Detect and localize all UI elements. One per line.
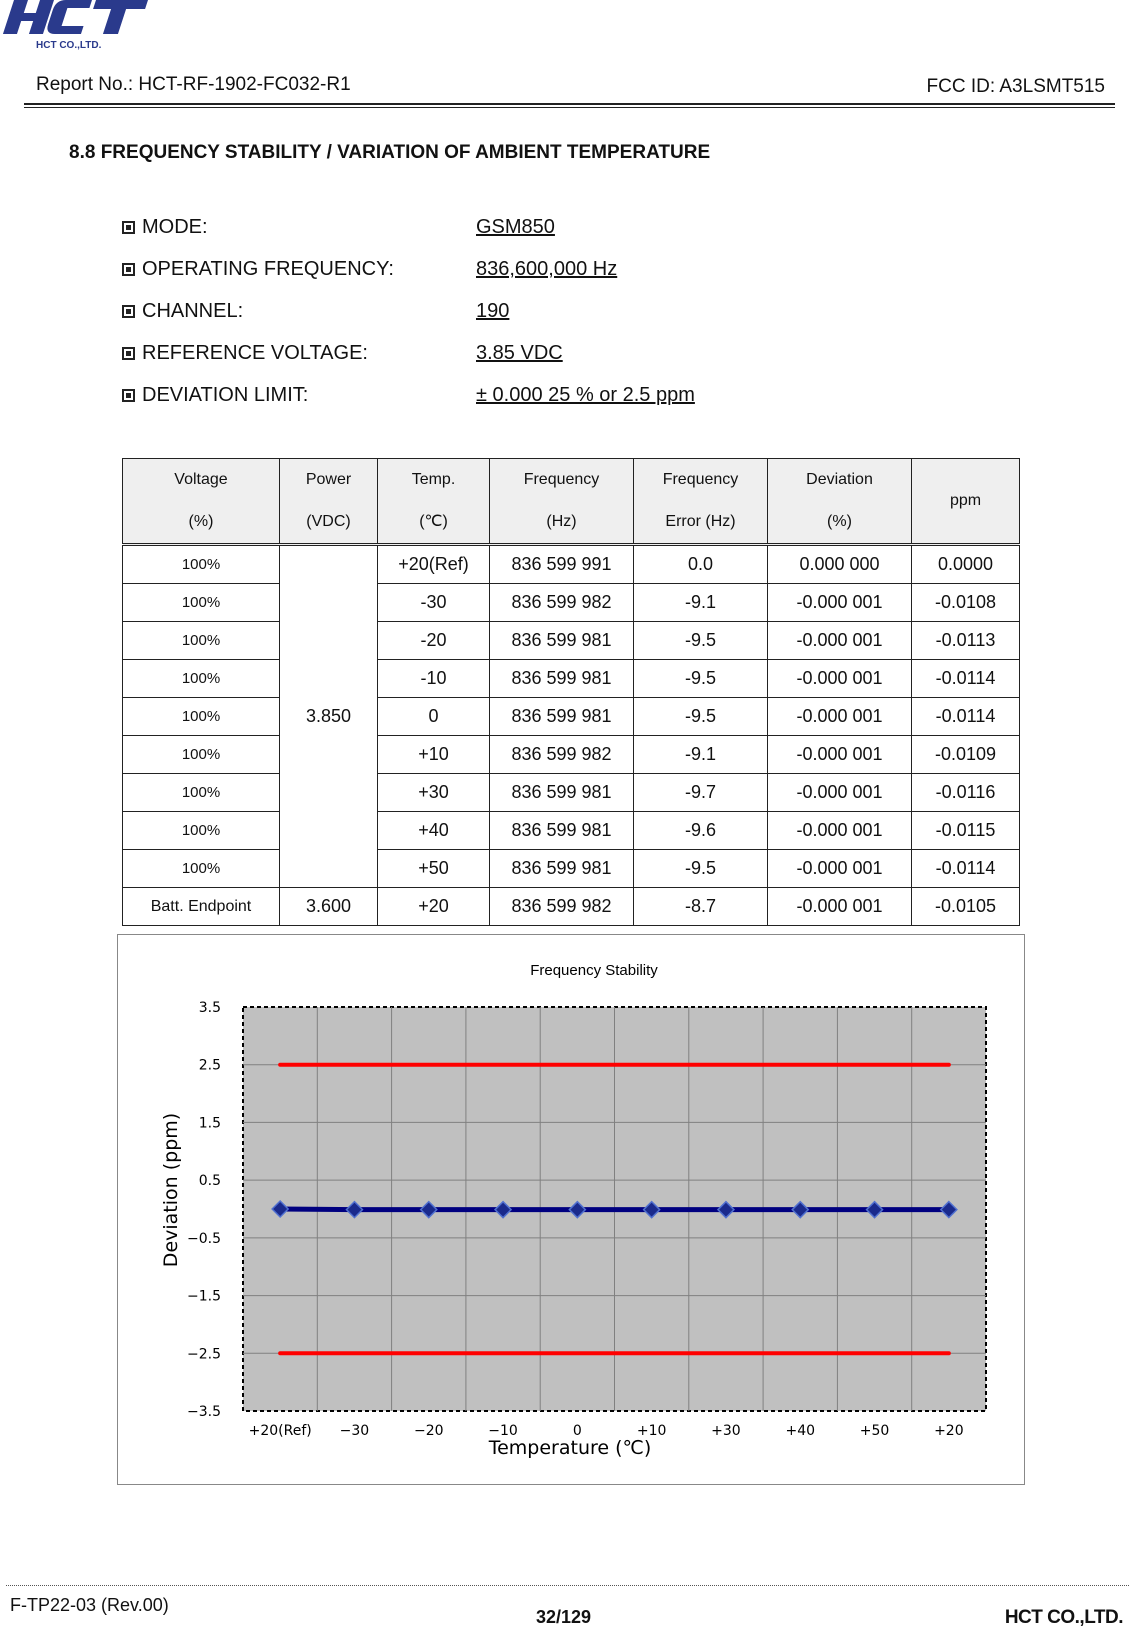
x-tick-label: +20(Ref) bbox=[248, 1423, 312, 1439]
column-header: Temp. (℃) bbox=[378, 459, 490, 545]
y-tick-label: 0.5 bbox=[198, 1173, 221, 1190]
column-header: Power (VDC) bbox=[280, 459, 378, 545]
checkbox-bullet-icon bbox=[122, 389, 135, 402]
param-row-mode bbox=[122, 216, 822, 258]
x-tick-label: −10 bbox=[488, 1423, 518, 1439]
form-number: F-TP22-03 (Rev.00) bbox=[10, 1595, 169, 1615]
table-row: 100% -30 836 599 982 -9.1 -0.000 001 -0.0108 bbox=[123, 584, 1020, 622]
param-value: 190 bbox=[476, 300, 510, 322]
frequency-stability-table bbox=[122, 458, 1020, 926]
hct-logo bbox=[0, 0, 160, 55]
footer-divider bbox=[6, 1585, 1129, 1586]
column-header: Deviation (%) bbox=[768, 459, 912, 545]
checkbox-bullet-icon bbox=[122, 347, 135, 360]
x-tick-label: +20 bbox=[934, 1423, 964, 1439]
y-tick-labels bbox=[187, 1000, 221, 1420]
x-axis-label: Temperature (℃) bbox=[488, 1437, 652, 1459]
table-row: 100% +10 836 599 982 -9.1 -0.000 001 -0.0109 bbox=[123, 736, 1020, 774]
x-tick-label: +30 bbox=[711, 1423, 741, 1439]
x-tick-label: −30 bbox=[339, 1423, 370, 1439]
x-tick-label: +10 bbox=[636, 1423, 667, 1439]
y-tick-label: −3.5 bbox=[187, 1404, 221, 1420]
column-header: Frequency (Hz) bbox=[490, 459, 634, 545]
chart-title: Frequency Stability bbox=[530, 962, 658, 979]
header-divider bbox=[24, 103, 1115, 105]
report-number: Report No.: HCT-RF-1902-FC032-R1 bbox=[36, 74, 351, 95]
checkbox-bullet-icon bbox=[122, 221, 135, 234]
y-tick-label: −1.5 bbox=[187, 1288, 221, 1305]
table-row: 100% +30 836 599 981 -9.7 -0.000 001 -0.0116 bbox=[123, 774, 1020, 812]
param-value: 836,600,000 Hz bbox=[476, 258, 618, 280]
checkbox-bullet-icon bbox=[122, 305, 135, 318]
deviation-series-line bbox=[280, 1209, 949, 1210]
param-value: GSM850 bbox=[476, 216, 555, 238]
param-label: CHANNEL: bbox=[142, 300, 244, 322]
column-header: Voltage (%) bbox=[123, 459, 280, 545]
table-row: 100% -10 836 599 981 -9.5 -0.000 001 -0.0114 bbox=[123, 660, 1020, 698]
y-tick-label: 1.5 bbox=[198, 1115, 221, 1132]
param-value: 3.85 VDC bbox=[476, 342, 563, 364]
x-tick-label: +50 bbox=[859, 1423, 890, 1439]
param-label: DEVIATION LIMIT: bbox=[142, 384, 309, 406]
table-row-batt-endpoint: Batt. Endpoint 3.600 +20 836 599 982 -8.7 -0.000 001 -0.0105 bbox=[123, 888, 1020, 926]
y-tick-label: −2.5 bbox=[187, 1346, 221, 1363]
param-row-voltage bbox=[122, 342, 822, 384]
column-header: Frequency Error (Hz) bbox=[634, 459, 768, 545]
chart-svg bbox=[118, 935, 1024, 1484]
y-axis-label: Deviation (ppm) bbox=[160, 1112, 182, 1268]
power-cell: 3.850 bbox=[280, 545, 378, 888]
table-row: 100% -20 836 599 981 -9.5 -0.000 001 -0.0113 bbox=[123, 622, 1020, 660]
checkbox-bullet-icon bbox=[122, 263, 135, 276]
column-header: ppm bbox=[912, 459, 1020, 545]
svg-text:HCT CO.,LTD.: HCT CO.,LTD. bbox=[36, 40, 102, 51]
table-row: 100% +50 836 599 981 -9.5 -0.000 001 -0.0114 bbox=[123, 850, 1020, 888]
table-row: 100% 0 836 599 981 -9.5 -0.000 001 -0.0114 bbox=[123, 698, 1020, 736]
param-row-channel bbox=[122, 300, 822, 342]
param-label: OPERATING FREQUENCY: bbox=[142, 258, 394, 280]
table-row: 100% +40 836 599 981 -9.6 -0.000 001 -0.0115 bbox=[123, 812, 1020, 850]
header-divider-thin bbox=[24, 107, 1115, 108]
fcc-id: FCC ID: A3LSMT515 bbox=[926, 76, 1105, 97]
frequency-stability-chart bbox=[117, 934, 1025, 1485]
y-tick-label: 3.5 bbox=[198, 1000, 221, 1016]
table-row: 100% 3.850 +20(Ref) 836 599 991 0.0 0.000 000 0.0000 bbox=[123, 545, 1020, 584]
page-number: 32/129 bbox=[536, 1607, 592, 1627]
param-label: MODE: bbox=[142, 216, 208, 238]
x-tick-label: +40 bbox=[785, 1423, 816, 1439]
y-tick-label: 2.5 bbox=[198, 1057, 221, 1074]
table-header-row bbox=[123, 459, 1020, 545]
param-value: ± 0.000 25 % or 2.5 ppm bbox=[476, 384, 695, 406]
param-row-deviation-limit bbox=[122, 384, 822, 426]
footer-company-logo: HCT CO.,LTD. bbox=[1004, 1607, 1123, 1628]
section-title: 8.8 FREQUENCY STABILITY / VARIATION OF AMBIENT TEMPERATURE bbox=[69, 142, 711, 163]
x-tick-label: −20 bbox=[413, 1423, 444, 1439]
param-label: REFERENCE VOLTAGE: bbox=[142, 342, 368, 364]
x-tick-label: 0 bbox=[572, 1423, 582, 1439]
y-tick-label: −0.5 bbox=[187, 1230, 221, 1247]
param-row-frequency bbox=[122, 258, 822, 300]
test-parameters bbox=[122, 216, 822, 426]
